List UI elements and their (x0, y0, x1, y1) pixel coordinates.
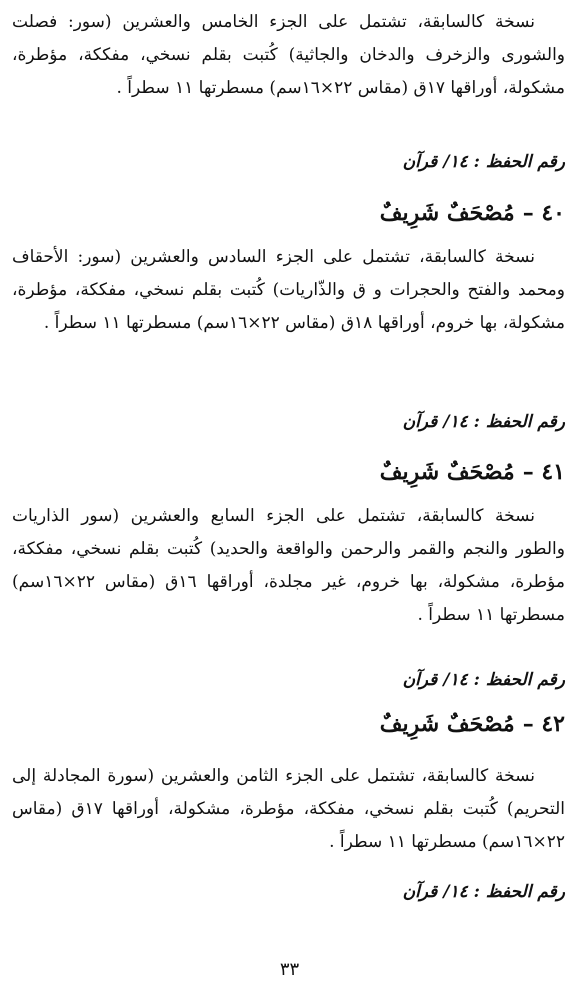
entry-42-heading (5, 707, 565, 741)
entry-42-number: ٤٢ – (522, 711, 565, 737)
entry-42-description: نسخة كالسابقة، تشتمل على الجزء الثامن والعشرين (سورة المجادلة إلى التحريم) كُتبت بقلم نسخي، مفككة، مؤطرة، مشكولة، أوراقها ١٧ق (مقاس ٢٢×١٦سم) مسطرتها ١١ سطراً . (12, 766, 565, 852)
entry-40-title: مُصْحَفٌ شَرِيفٌ (379, 200, 515, 226)
entry-40-shelf-mark: رقم الحفظ : ١٤/ قرآن (402, 412, 565, 432)
entry-41-title: مُصْحَفٌ شَرِيفٌ (379, 459, 515, 485)
entry-41-shelf-mark: رقم الحفظ : ١٤/ قرآن (402, 670, 565, 690)
entry-40-description: نسخة كالسابقة، تشتمل على الجزء السادس والعشرين (سور: الأحقاف ومحمد والفتح والحجرات و ق والذّاريات) كُتبت بقلم نسخي، مفككة، مؤطرة، مشكولة، بها خروم، أوراقها ١٨ق (مقاس ٢٢×١٦سم) مسطرتها ١١ سطراً . (12, 247, 565, 333)
entry-39-description: نسخة كالسابقة، تشتمل على الجزء الخامس والعشرين (سور: فصلت والشورى والزخرف والدخان والجاثية) كُتبت بقلم نسخي، مفككة، مؤطرة، مشكولة، أوراقها ١٧ق (مقاس ٢٢×١٦سم) مسطرتها ١١ سطراً . (12, 12, 565, 98)
entry-40-number: ٤٠ – (522, 200, 565, 226)
entry-42-shelf-mark: رقم الحفظ : ١٤/ قرآن (402, 882, 565, 902)
page-number: ٣٣ (279, 959, 300, 980)
entry-39-shelf-mark: رقم الحفظ : ١٤/ قرآن (402, 152, 565, 172)
entry-42-title: مُصْحَفٌ شَرِيفٌ (379, 711, 515, 737)
entry-41-heading (5, 455, 565, 489)
entry-40-heading (5, 196, 565, 230)
entry-41-description: نسخة كالسابقة، تشتمل على الجزء السابع والعشرين (سور الذاريات والطور والنجم والقمر والرحمن والواقعة والحديد) كُتبت بقلم نسخي، مفككة، مؤطرة، مشكولة، بها خروم، غير مجلدة، أوراقها ١٦ق (مقاس ٢٢×١٦سم) مسطرتها ١١ سطراً . (12, 506, 565, 625)
entry-41-number: ٤١ – (522, 459, 565, 485)
